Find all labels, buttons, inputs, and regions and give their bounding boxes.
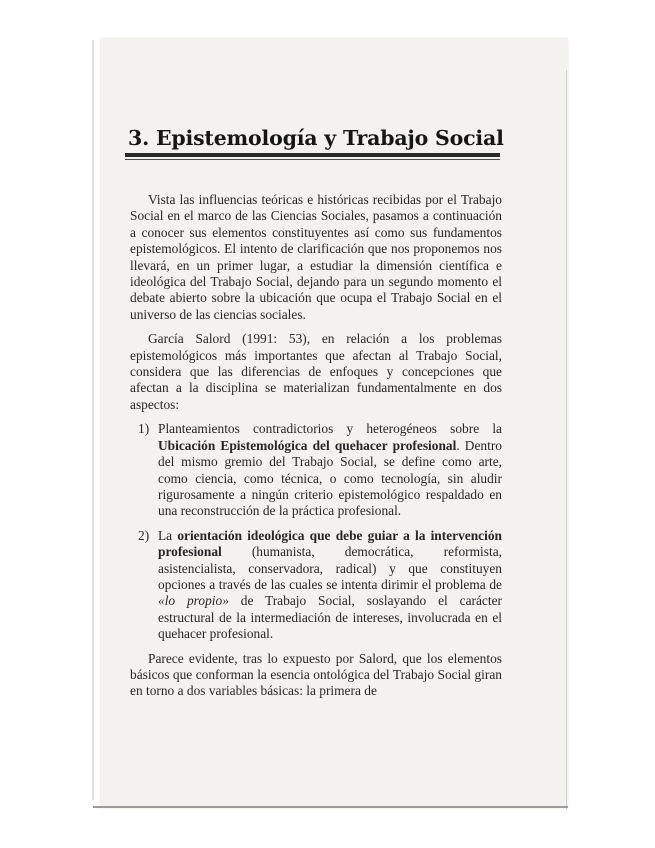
list-item-emphasis: Ubicación Epistemológica del quehacer profesional [158, 437, 457, 453]
list-item-emphasis: orientación ideológica que debe guiar a la intervención profesional [158, 527, 502, 560]
paragraph-1: Vista las influencias teóricas e históricas recibidas por el Trabajo Social en el marco de las Ciencias Sociales, pasamos a continuación a conocer sus elementos constituyentes así como sus fundamentos epistemológicos. El intento de clarificación que nos proponemos nos llevará, en un primer lugar, a estudiar la dimensión científica e ideológica del Trabajo Social, dejando para un segundo momento el debate abierto sobre la ubicación que ocupa el Trabajo Social en el universo de las ciencias sociales. [130, 192, 502, 322]
page-left-edge [92, 40, 94, 800]
list-number: 2) [138, 527, 150, 543]
page-right-edge [566, 70, 567, 810]
section-title: 3. Epistemología y Trabajo Social [128, 126, 504, 150]
list-item-2 [130, 528, 502, 643]
aspects-list [130, 421, 502, 642]
list-item-text: de Trabajo Social, soslayando el carácter estructural de la intermediación de intereses, involucrada en el quehacer profesional. [158, 593, 502, 642]
list-item-1 [130, 421, 502, 519]
paragraph-2: García Salord (1991: 53), en relación a los problemas epistemológicos más importantes que afectan al Trabajo Social, considera que las diferencias de enfoques y concepciones que afectan a la disciplina se materializan fundamentalmente en dos aspectos: [130, 331, 502, 412]
paragraph-3: Parece evidente, tras lo expuesto por Salord, que los elementos básicos que conforman la esencia ontológica del Trabajo Social giran en torno a dos variables básicas: la primera de [130, 650, 502, 699]
title-rule-thin [125, 159, 500, 160]
title-rule-thick [125, 153, 500, 157]
list-item-text: (humanista, democrática, reformista, asistencialista, conservadora, radical) y que constituyen opciones a través de las cuales se intenta dirimir el problema de [158, 544, 502, 592]
list-item-text: La [158, 527, 178, 543]
list-item-text: . Dentro del mismo gremio del Trabajo Social, se define como arte, como ciencia, como técnica, o como tecnología, sin aludir rigurosamente a ningún criterio epistemológico respaldado en una reconstrucción de la práctica profesional. [158, 437, 502, 519]
list-item-text: Planteamientos contradictorios y heterogéneos sobre la [158, 421, 502, 437]
page-bottom-edge [93, 806, 568, 808]
list-item-italic: «lo propio» [158, 593, 229, 609]
list-number: 1) [138, 421, 150, 437]
body-text [130, 192, 502, 708]
